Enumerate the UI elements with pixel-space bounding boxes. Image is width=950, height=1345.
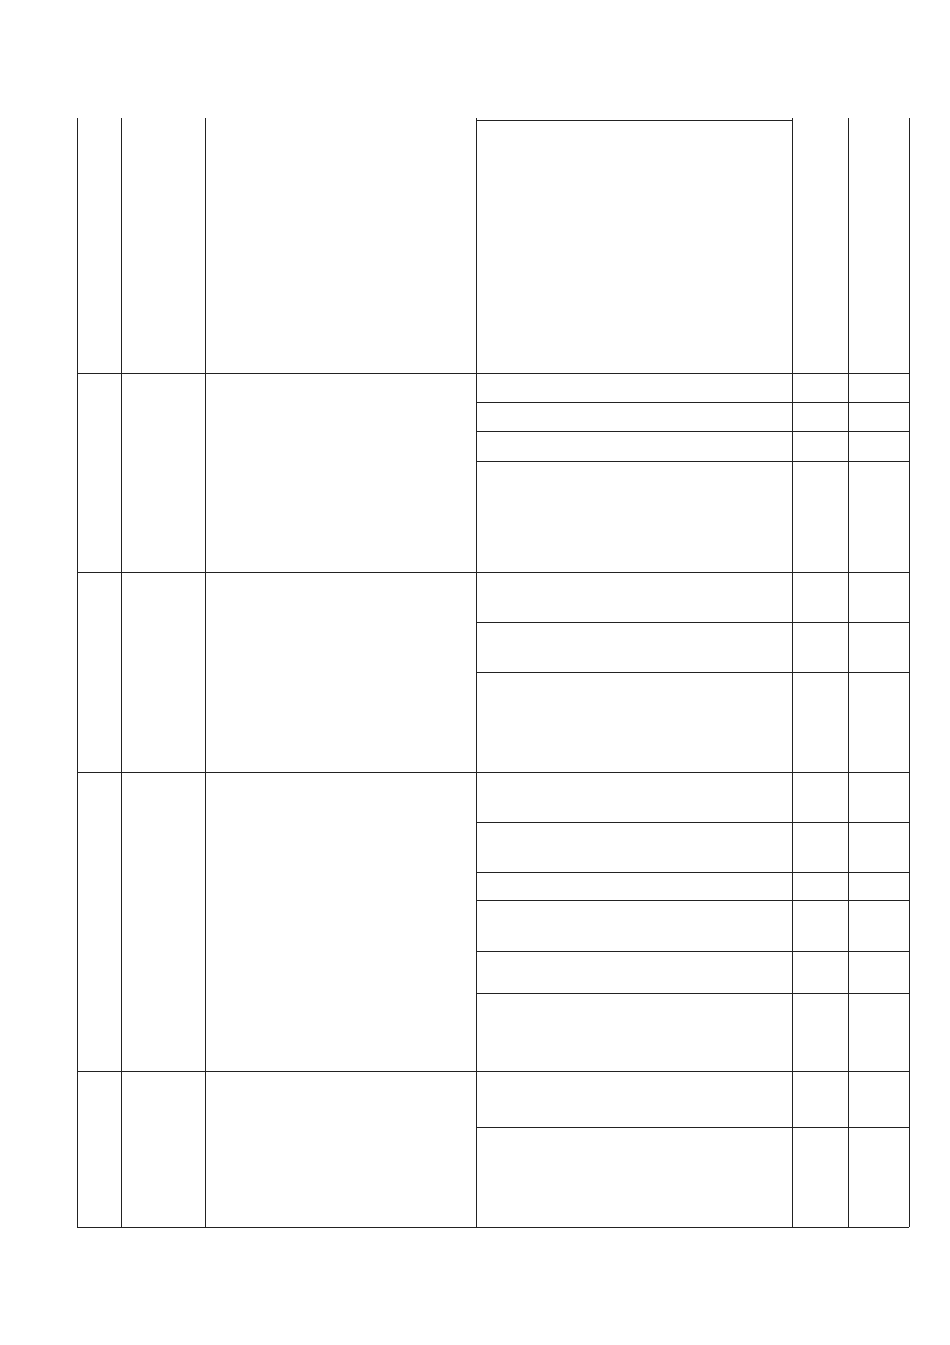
criteria-divider [476, 993, 909, 994]
criteria-divider [476, 872, 909, 873]
grid-line [77, 118, 78, 373]
grid-line [792, 772, 793, 1071]
grid-line [792, 1071, 793, 1227]
grid-line [909, 1071, 910, 1227]
table-bottom [77, 1227, 909, 1228]
grid-line [121, 572, 122, 772]
grid-line [205, 572, 206, 772]
grid-line [121, 373, 122, 572]
criteria-box-top [476, 120, 792, 121]
criteria-divider [476, 822, 909, 823]
grid-line [77, 1071, 78, 1227]
grid-line [205, 118, 206, 373]
grid-line [848, 1071, 849, 1227]
grid-line [121, 772, 122, 1071]
grid-line [476, 1071, 477, 1227]
grid-line [848, 118, 849, 373]
criteria-divider [476, 461, 909, 462]
grid-line [77, 772, 78, 1071]
grid-line [476, 118, 477, 373]
grid-line [848, 772, 849, 1071]
row-divider [77, 572, 909, 573]
grid-line [476, 772, 477, 1071]
grid-line [205, 373, 206, 572]
grid-line [205, 772, 206, 1071]
grid-line [77, 572, 78, 772]
criteria-divider [476, 900, 909, 901]
grid-line [77, 373, 78, 572]
criteria-divider [476, 622, 909, 623]
grid-line [909, 118, 910, 373]
grid-line [121, 118, 122, 373]
grid-line [909, 772, 910, 1071]
criteria-divider [476, 402, 909, 403]
criteria-divider [476, 951, 909, 952]
row-divider [77, 772, 909, 773]
grid-line [205, 1071, 206, 1227]
grid-line [909, 572, 910, 772]
grid-line [909, 373, 910, 572]
row-divider [77, 1071, 909, 1072]
criteria-divider [476, 1127, 909, 1128]
grid-line [121, 1071, 122, 1227]
grid-line [792, 118, 793, 373]
criteria-divider [476, 672, 909, 673]
row-divider [77, 373, 909, 374]
criteria-divider [476, 431, 909, 432]
